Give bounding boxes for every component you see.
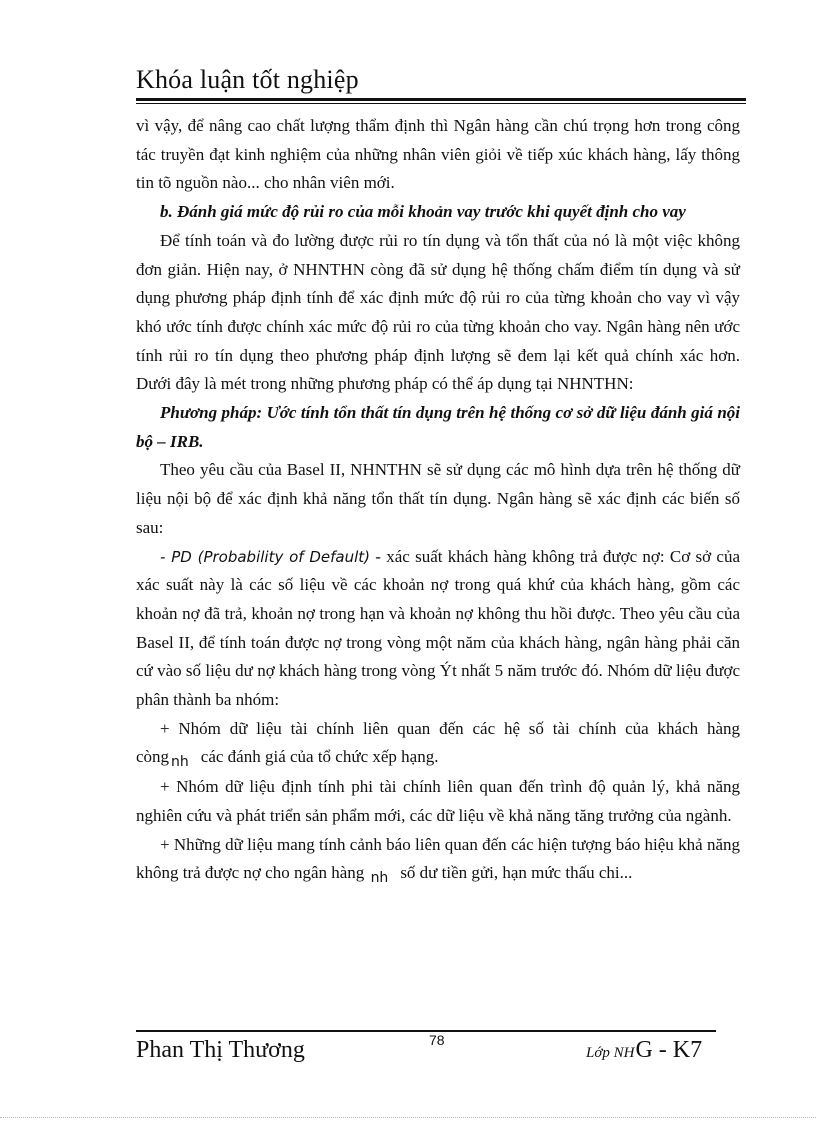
bullet-1 <box>136 715 740 773</box>
footer-author: Phan Thị Thương <box>136 1037 305 1063</box>
pd-paragraph <box>136 543 740 715</box>
bullet-3 <box>136 831 740 889</box>
bullet-1-text-b: các đánh giá của tổ chức xếp hạng. <box>200 747 439 767</box>
paragraph-2: Để tính toán và đo lường được rủi ro tín dụng và tổn thất của nó là một việc không đơn giản. Hiện nay, ở NHNTHN còng đã sử dụng hệ thống chấm điểm tín dụng và sử dụng phương pháp định tính để xác định mức độ rủi ro của từng khoản cho vay vì vậy khó ước tính được chính xác mức độ rủi ro của từng khoản cho vay. Ngân hàng nên ước tính rủi ro tín dụng theo phương pháp định lượng sẽ đem lại kết quả chính xác hơn. Dưới đây là mét trong những phương pháp có thể áp dụng tại NHNTHN: <box>136 230 740 394</box>
pd-label: - PD (Probability of Default) <box>160 547 371 566</box>
bullet-3-text-b: số dư tiền gửi, hạn mức thấu chi... <box>400 863 633 883</box>
page-header <box>136 64 746 96</box>
method-heading: Phương pháp: Ước tính tổn thất tín dụng trên hệ thống cơ sở dữ liệu đánh giá nội bộ – IRB. <box>136 403 740 451</box>
footer-class-label <box>586 1037 702 1064</box>
page-number: 78 <box>429 1032 445 1048</box>
document-body <box>136 112 740 889</box>
bullet-2: + Nhóm dữ liệu định tính phi tài chính liên quan đến trình độ quản lý, khả năng nghiên cứu và phát triển sản phẩm mới, các dữ liệu về khả năng tăng trưởng của ngành. <box>136 777 740 825</box>
bullet-3-text-a: + Những dữ liệu mang tính cảnh báo liên quan đến các hiện tượng báo hiệu khả năng không trả được nợ cho ngân hàng <box>136 834 740 883</box>
header-rule-thick <box>136 98 746 101</box>
class-label-script: Lớp NH <box>586 1045 635 1061</box>
section-heading-b: b. Đánh giá mức độ rủi ro của mỗi khoản vay trước khi quyết định cho vay <box>160 202 686 222</box>
class-label-suffix: G - K7 <box>635 1037 703 1063</box>
bullet-1-fragment: nh <box>171 754 189 771</box>
paragraph-1-text: vì vậy, để nâng cao chất lượng thẩm định thì Ngân hàng cần chú trọng hơn trong công tác truyền đạt kinh nghiệm của những nhân viên giỏi về tiếp xúc khách hàng, lấy thông tin tõ nguồn nào... cho nhân viên mới. <box>136 116 740 193</box>
paragraph-1 <box>136 112 740 198</box>
bullet-1-text-a: + Nhóm dữ liệu tài chính liên quan đến các hệ số tài chính của khách hàng còng <box>136 718 740 767</box>
footer-rule <box>136 1030 716 1032</box>
header-rule-thin <box>136 103 746 104</box>
bullet-3-fragment: nh <box>370 870 389 887</box>
pd-text: - xác suất khách hàng không trả được nợ: Cơ sở của xác suất này là các số liệu về các khoản nợ trong quá khứ của khách hàng, gồm các khoản nợ đã trả, khoản nợ trong hạn và khoản nợ không thu hồi được. Theo yêu cầu của Basel II, để tính toán được nợ trong vòng một năm của khách hàng, ngân hàng phải căn cứ vào số liệu dư nợ khách hàng trong vòng Ýt nhất 5 năm trước đó. Nhóm dữ liệu được phân thành ba nhóm: <box>136 546 740 710</box>
page-edge-dotted-line <box>0 1117 816 1118</box>
header-title: Khóa luận tốt nghiệp <box>136 65 359 94</box>
paragraph-3: Theo yêu cầu của Basel II, NHNTHN sẽ sử dụng các mô hình dựa trên hệ thống dữ liệu nội bộ để xác định khả năng tổn thất tín dụng. Ngân hàng sẽ xác định các biến số sau: <box>136 460 740 537</box>
